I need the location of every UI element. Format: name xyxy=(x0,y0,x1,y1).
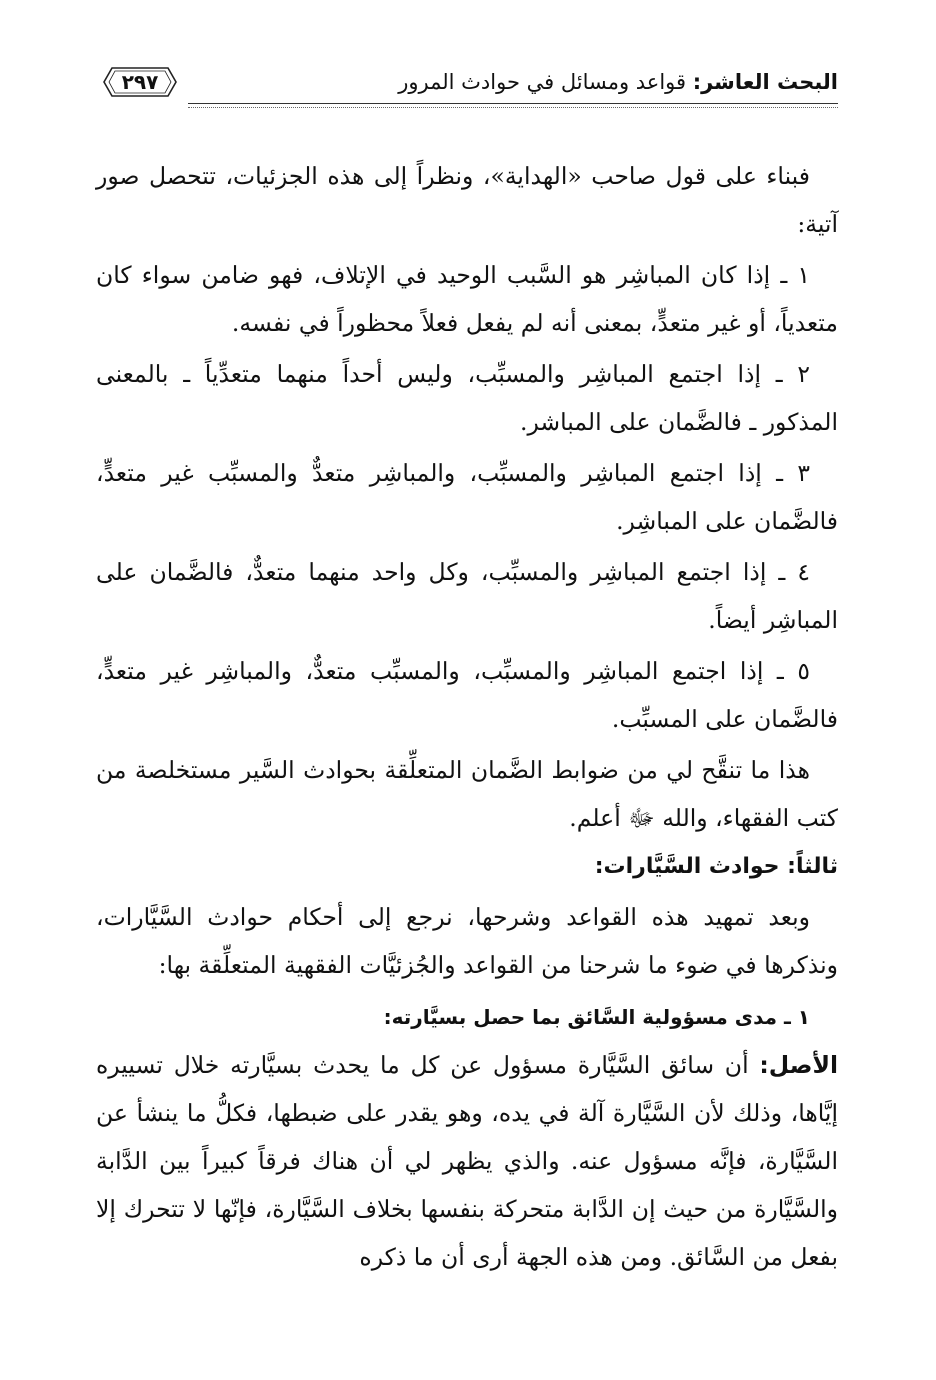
section-heading: ثالثاً: حوادث السَّيَّارات: xyxy=(594,854,838,879)
page-body xyxy=(96,152,838,1284)
page-number-badge xyxy=(102,66,178,98)
list-item: ٣ ـ إذا اجتمع المباشِر والمسبِّب، والمباشِر متعدٌّ والمسبِّب غير متعدٍّ، فالضَّمان على المباشِر. xyxy=(96,459,838,535)
asl-label: الأصل: xyxy=(759,1051,838,1079)
header-rule-dotted xyxy=(188,107,838,108)
summary-paragraph: هذا ما تنقَّح لي من ضوابط الضَّمان المتعلِّقة بحوادث السَّير مستخلصة من كتب الفقهاء، والله ﷻ أعلم. xyxy=(96,756,838,832)
asl-text: أن سائق السَّيَّارة مسؤول عن كل ما يحدث بسيَّارته خلال تسييره إيَّاها، وذلك لأن السَّيَّارة آلة في يده، وهو يقدر على ضبطها، فكلُّ ما ينشأ عن السَّيَّارة، فإنَّه مسؤول عنه. والذي يظهر لي أن هناك فرقاً كبيراً بين الدَّابة والسَّيَّارة من حيث إن الدَّابة متحركة بنفسها بخلاف السَّيَّارة، فإنّها لا تتحرك إلا بفعل من السَّائق. ومن هذه الجهة أرى أن ما ذكره xyxy=(96,1051,838,1271)
section-intro-paragraph: وبعد تمهيد هذه القواعد وشرحها، نرجع إلى أحكام حوادث السَّيَّارات، ونذكرها في ضوء ما شرحنا من القواعد والجُزئيَّات الفقهية المتعلِّقة بها: xyxy=(96,903,838,979)
subsection-heading: ١ ـ مدى مسؤولية السَّائق بما حصل بسيَّارته: xyxy=(383,1005,810,1029)
chapter-title-rest: قواعد ومسائل في حوادث المرور xyxy=(398,70,693,94)
running-header xyxy=(96,64,838,114)
asl-paragraph xyxy=(96,1041,838,1281)
chapter-title xyxy=(398,70,838,94)
page-number: ٢٩٧ xyxy=(121,70,159,94)
list-item: ٥ ـ إذا اجتمع المباشِر والمسبِّب، والمسبِّب متعدٌّ، والمباشِر غير متعدٍّ، فالضَّمان على المسبِّب. xyxy=(96,657,838,733)
header-rule xyxy=(188,103,838,104)
list-item: ٤ ـ إذا اجتمع المباشِر والمسبِّب، وكل واحد منهما متعدٌّ، فالضَّمان على المباشِر أيضاً. xyxy=(96,558,838,634)
list-item: ١ ـ إذا كان المباشِر هو السَّبب الوحيد في الإتلاف، فهو ضامن سواء كان متعدياً، أو غير متعدٍّ، بمعنى أنه لم يفعل فعلاً محظوراً في نفسه. xyxy=(96,261,838,337)
intro-paragraph: فبناء على قول صاحب «الهداية»، ونظراً إلى هذه الجزئيات، تتحصل صور آتية: xyxy=(96,162,838,238)
chapter-title-lead: البحث العاشر: xyxy=(692,70,838,94)
list-item: ٢ ـ إذا اجتمع المباشِر والمسبِّب، وليس أحداً منهما متعدِّياً ـ بالمعنى المذكور ـ فالضَّمان على المباشر. xyxy=(96,360,838,436)
